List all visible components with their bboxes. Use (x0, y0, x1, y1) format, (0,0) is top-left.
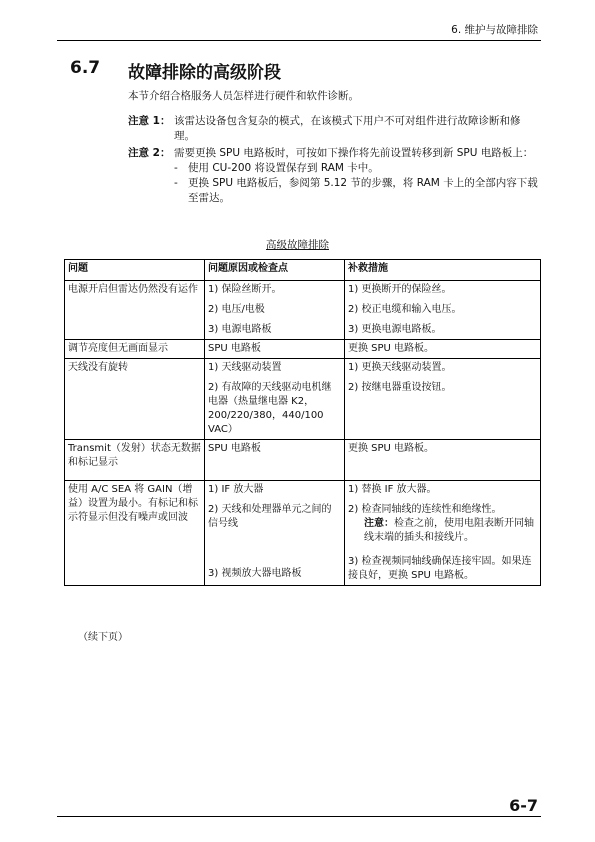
note-text: 需要更换 SPU 电路板时，可按如下操作将先前设置转移到新 SPU 电路板上： (174, 147, 534, 159)
table-row (65, 359, 541, 440)
problem-cell: 电源开启但雷达仍然没有运作 (65, 281, 205, 340)
inline-note-label: 注意： (364, 518, 394, 529)
problem-cell: 天线没有旋转 (65, 359, 205, 440)
remedy-cell: 更换 SPU 电路板。 (345, 340, 541, 359)
section-title: 故障排除的高级阶段 (128, 63, 281, 83)
cause-cell: 1) IF 放大器 2) 天线和处理器单元之间的信号线 3) 视频放大器电路板 (205, 481, 345, 586)
table-row (65, 340, 541, 359)
column-header: 问题 (65, 260, 205, 281)
note-sub-item: - 使用 CU-200 将设置保存到 RAM 卡中。 (174, 162, 379, 174)
intro-text: 本节介绍合格服务人员怎样进行硬件和软件诊断。 (128, 90, 359, 102)
continued-note: （续下页） (78, 632, 128, 643)
cause-cell: SPU 电路板 (205, 440, 345, 481)
problem-cell: 调节亮度但无画面显示 (65, 340, 205, 359)
table-header-row (65, 260, 541, 281)
note-sub-list (174, 161, 540, 206)
table-row (65, 481, 541, 586)
inline-note-text: 检查之前，使用电阻表断开同轴线末端的插头和接线片。 (364, 518, 534, 543)
troubleshooting-table (64, 259, 541, 586)
remedy-cell: 1) 替换 IF 放大器。 2) 检查同轴线的连续性和绝缘性。 注意：检查之前，使用电阻表断开同轴线末端的插头和接线片。 3) 检查视频同轴线确保连接牢固。如果连接良好，更换 SPU 电路板。 (345, 481, 541, 586)
note-text: 该雷达设备包含复杂的模式，在该模式下用户不可对组件进行故障诊断和修理。 (174, 115, 521, 142)
remedy-cell: 更换 SPU 电路板。 (345, 440, 541, 481)
page-number: 6-7 (509, 796, 538, 815)
note-1 (128, 114, 540, 144)
table-caption: 高级故障排除 (266, 239, 329, 251)
table-row (65, 281, 541, 340)
cause-cell: 1) 保险丝断开。 2) 电压/电极 3) 电源电路板 (205, 281, 345, 340)
remedy-cell: 1) 更换天线驱动装置。 2) 按继电器重设按钮。 (345, 359, 541, 440)
header-rule (57, 40, 541, 41)
cause-cell: 1) 天线驱动装置 2) 有故障的天线驱动电机继电器（热量继电器 K2，200/220/380，440/100 VAC） (205, 359, 345, 440)
remedy-cell: 1) 更换断开的保险丝。 2) 校正电缆和输入电压。 3) 更换电源电路板。 (345, 281, 541, 340)
note-label: 注意 2： (128, 147, 171, 159)
column-header: 补救措施 (345, 260, 541, 281)
note-sub-item: - 更换 SPU 电路板后，参阅第 5.12 节的步骤，将 RAM 卡上的全部内容下载至雷达。 (174, 177, 538, 204)
note-label: 注意 1： (128, 115, 171, 127)
section-number: 6.7 (70, 58, 101, 78)
problem-cell: Transmit（发射）状态无数据和标记显示 (65, 440, 205, 481)
problem-cell: 使用 A/C SEA 将 GAIN（增益）设置为最小。有标记和标示符显示但没有噪声或回波 (65, 481, 205, 586)
footer-rule (57, 816, 541, 817)
column-header: 问题原因或检查点 (205, 260, 345, 281)
table-row (65, 440, 541, 481)
running-header: 6. 维护与故障排除 (451, 24, 538, 36)
cause-cell: SPU 电路板 (205, 340, 345, 359)
note-2 (128, 146, 540, 206)
